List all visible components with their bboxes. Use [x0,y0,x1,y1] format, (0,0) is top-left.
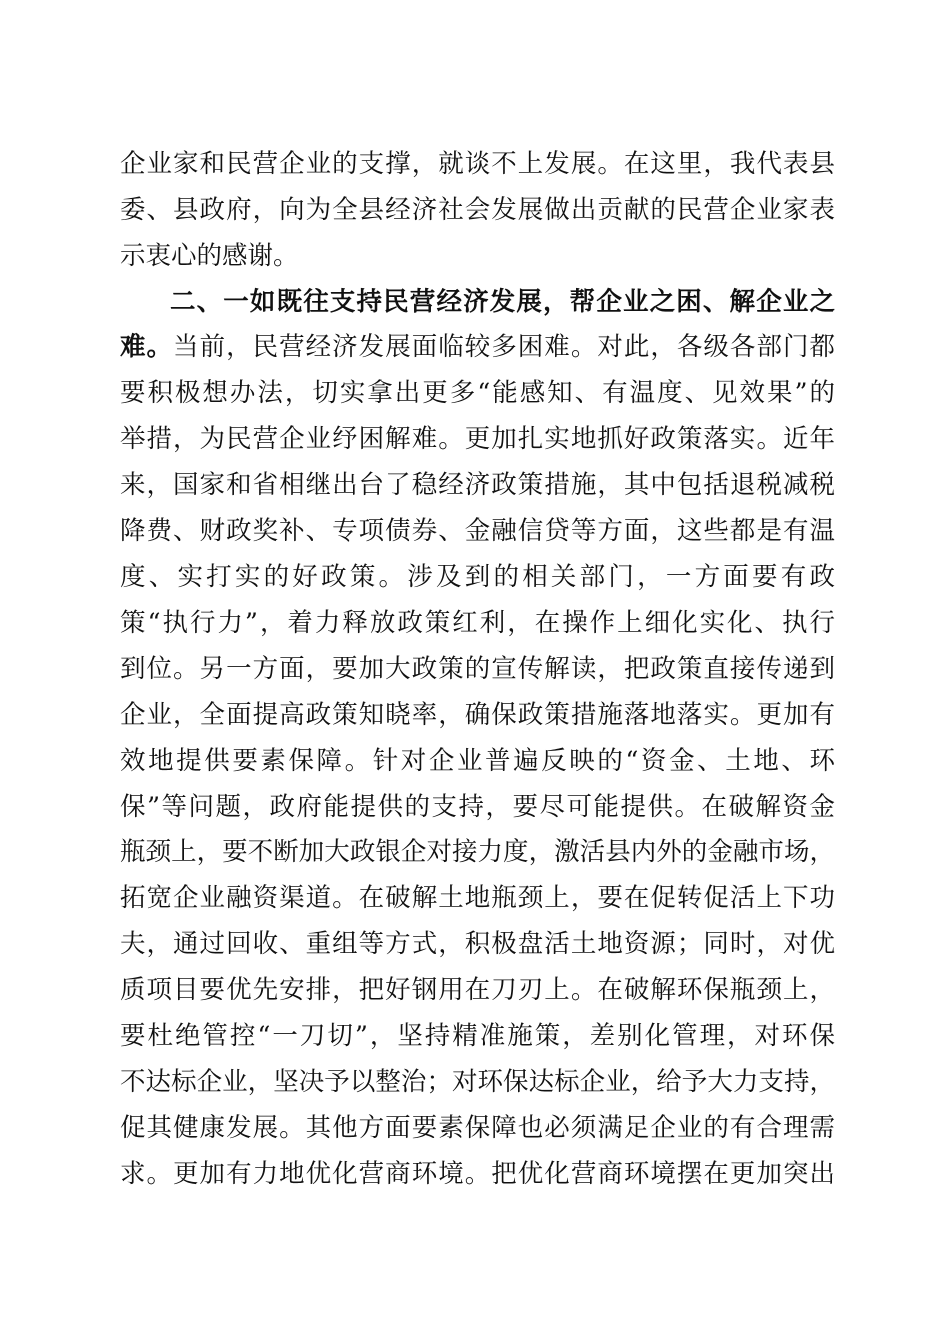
paragraph-2-line: 要积极想办法，切实拿出更多“能感知、有温度、见效果”的 [120,378,835,408]
paragraph-2-line: 不达标企业，坚决予以整治；对环保达标企业，给予大力支持， [120,1067,835,1097]
paragraph-2-line: 到位。另一方面，要加大政策的宣传解读，把政策直接传递到 [120,654,835,684]
paragraph-2-line: 来，国家和省相继出台了稳经济政策措施，其中包括退税减税 [120,470,835,500]
paragraph-2-line: 质项目要优先安排，把好钢用在刀刃上。在破解环保瓶颈上， [120,975,835,1005]
section-heading-line-2: 难。 [120,332,174,362]
paragraph-2-line: 举措，为民营企业纾困解难。更加扎实地抓好政策落实。近年 [120,424,835,454]
paragraph-2-line: 企业，全面提高政策知晓率，确保政策措施落地落实。更加有 [120,700,835,730]
paragraph-2-line: 促其健康发展。其他方面要素保障也必须满足企业的有合理需 [120,1113,835,1143]
paragraph-2-line: 夫，通过回收、重组等方式，积极盘活土地资源；同时，对优 [120,929,835,959]
paragraph-2-line: 瓶颈上，要不断加大政银企对接力度，激活县内外的金融市场， [120,837,835,867]
paragraph-1-line-1: 企业家和民营企业的支撑，就谈不上发展。在这里，我代表县 [120,149,835,179]
paragraph-1-line-2: 委、县政府，向为全县经济社会发展做出贡献的民营企业家表 [120,195,835,225]
paragraph-1-line-3: 示衷心的感谢。 [120,241,299,271]
paragraph-2-line: 保”等问题，政府能提供的支持，要尽可能提供。在破解资金 [120,792,835,822]
paragraph-2-line: 拓宽企业融资渠道。在破解土地瓶颈上，要在促转促活上下功 [120,883,835,913]
paragraph-2-line: 降费、财政奖补、专项债券、金融信贷等方面，这些都是有温 [120,516,835,546]
paragraph-2-line-2 [120,327,835,367]
paragraph-2-line-2-rest: 当前，民营经济发展面临较多困难。对此，各级各部门都 [173,332,835,362]
paragraph-2-line: 策“执行力”，着力释放政策红利，在操作上细化实化、执行 [120,608,835,638]
paragraph-2-line: 度、实打实的好政策。涉及到的相关部门，一方面要有政 [120,562,835,592]
paragraph-2-line: 求。更加有力地优化营商环境。把优化营商环境摆在更加突出 [120,1159,835,1189]
section-heading-line-1: 二、一如既往支持民营经济发展，帮企业之困、解企业之 [170,287,835,317]
paragraph-2-line: 效地提供要素保障。针对企业普遍反映的“资金、土地、环 [120,746,835,776]
paragraph-2-line: 要杜绝管控“一刀切”，坚持精准施策，差别化管理，对环保 [120,1021,835,1051]
